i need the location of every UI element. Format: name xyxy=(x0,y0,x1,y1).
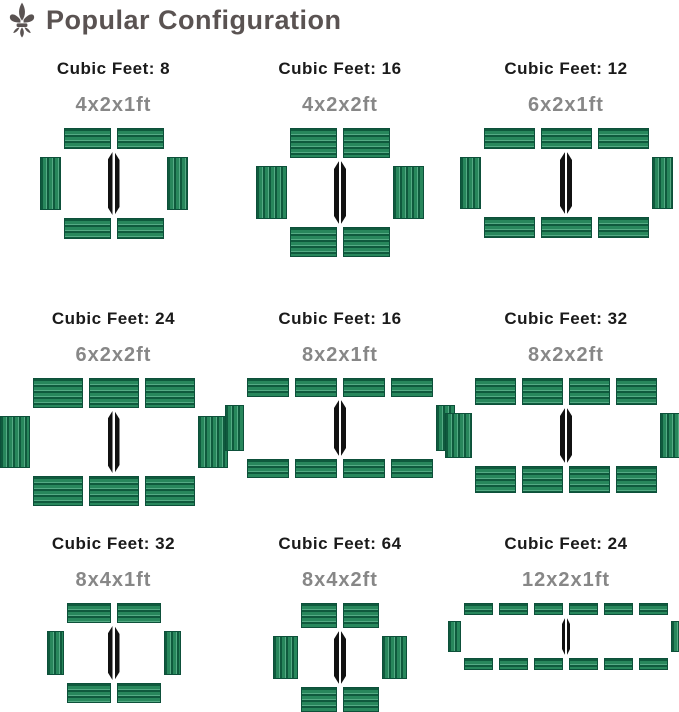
striped-panel xyxy=(301,687,337,712)
striped-panel xyxy=(569,378,610,405)
frame-bar-left xyxy=(567,618,570,655)
striped-panel xyxy=(522,466,563,493)
config-tile xyxy=(0,45,227,295)
striped-panel xyxy=(64,128,111,149)
striped-panel xyxy=(391,378,433,397)
diagram-center xyxy=(290,128,390,257)
side-panel-left xyxy=(0,416,30,468)
dimension-label: 8x2x2ft xyxy=(528,344,604,366)
config-tile xyxy=(227,520,453,685)
frame-bar-left xyxy=(115,411,120,473)
striped-panel xyxy=(475,466,516,493)
frame-bar-right xyxy=(108,152,113,215)
top-panel-row xyxy=(67,603,161,623)
diagram-center xyxy=(475,378,657,493)
side-panel-left xyxy=(225,405,244,451)
striped-panel xyxy=(604,658,633,670)
striped-panel xyxy=(301,603,337,628)
configuration-grid xyxy=(0,45,679,685)
striped-panel xyxy=(343,378,385,397)
striped-panel xyxy=(616,378,657,405)
frame-bar-left xyxy=(341,631,346,684)
frame-bar-right xyxy=(560,408,565,463)
striped-panel xyxy=(89,476,139,506)
fleur-de-lis-icon xyxy=(6,2,38,38)
cubic-feet-label: Cubic Feet: 8 xyxy=(56,59,171,78)
striped-panel xyxy=(67,603,111,623)
page-header xyxy=(6,2,341,38)
striped-panel xyxy=(569,466,610,493)
dimension-label: 6x2x2ft xyxy=(75,344,152,366)
top-panel-row xyxy=(475,378,657,405)
striped-panel xyxy=(522,378,563,405)
frame-bar-left xyxy=(567,408,572,463)
side-panel-left xyxy=(445,413,472,458)
side-panel-right xyxy=(671,621,679,652)
striped-panel xyxy=(89,378,139,408)
bottom-panel-row xyxy=(484,217,649,238)
striped-panel xyxy=(541,217,592,238)
side-panel-right xyxy=(393,166,424,219)
diagram-center xyxy=(33,378,195,506)
diagram-center xyxy=(64,128,164,239)
bottom-panel-row xyxy=(64,218,164,239)
striped-panel xyxy=(290,227,337,257)
dimension-label: 8x4x2ft xyxy=(302,569,378,591)
frame-bar-left xyxy=(341,400,346,456)
cubic-feet-label: Cubic Feet: 12 xyxy=(504,59,628,78)
cubic-feet-label: Cubic Feet: 32 xyxy=(51,534,176,553)
striped-panel xyxy=(343,603,379,628)
side-panel-right xyxy=(198,416,228,468)
striped-panel xyxy=(534,658,563,670)
diagram-center xyxy=(247,378,433,478)
garden-bed-diagram xyxy=(273,603,407,712)
top-panel-row xyxy=(247,378,433,397)
side-panel-right xyxy=(652,157,673,209)
side-panel-left xyxy=(448,621,461,652)
frame-bar-left xyxy=(567,152,572,214)
frame-bar-right xyxy=(562,618,565,655)
frame-bar-right xyxy=(334,400,339,456)
striped-panel xyxy=(464,603,493,615)
striped-panel xyxy=(639,603,668,615)
diagram-center xyxy=(301,603,379,712)
diagram-center xyxy=(67,603,161,703)
striped-panel xyxy=(343,459,385,478)
garden-bed-diagram xyxy=(256,128,424,257)
frame-bar-right xyxy=(334,631,339,684)
striped-panel xyxy=(343,128,390,158)
dimension-label: 8x4x1ft xyxy=(75,569,152,591)
diagram-center xyxy=(464,603,668,670)
striped-panel xyxy=(598,217,649,238)
side-panel-left xyxy=(273,636,298,679)
side-panel-left xyxy=(40,157,61,210)
top-panel-row xyxy=(64,128,164,149)
frame-bar-right xyxy=(334,161,339,224)
side-panel-left xyxy=(256,166,287,219)
striped-panel xyxy=(117,128,164,149)
bottom-panel-row xyxy=(475,466,657,493)
dimension-label: 8x2x1ft xyxy=(302,344,378,366)
striped-panel xyxy=(391,459,433,478)
top-panel-row xyxy=(484,128,649,149)
cubic-feet-label: Cubic Feet: 16 xyxy=(278,59,402,78)
dimension-label: 4x2x2ft xyxy=(302,94,378,116)
side-panel-left xyxy=(460,157,481,209)
config-tile xyxy=(453,295,679,520)
striped-panel xyxy=(247,459,289,478)
garden-bed-diagram xyxy=(460,128,673,238)
striped-panel xyxy=(484,217,535,238)
striped-panel xyxy=(343,687,379,712)
diagram-center xyxy=(484,128,649,238)
frame-bar-right xyxy=(560,152,565,214)
striped-panel xyxy=(569,658,598,670)
striped-panel xyxy=(295,459,337,478)
config-tile xyxy=(227,295,453,520)
striped-panel xyxy=(534,603,563,615)
bottom-panel-row xyxy=(290,227,390,257)
striped-panel xyxy=(64,218,111,239)
garden-bed-diagram xyxy=(445,378,679,493)
striped-panel xyxy=(145,476,195,506)
striped-panel xyxy=(499,658,528,670)
striped-panel xyxy=(145,378,195,408)
garden-bed-diagram xyxy=(47,603,181,703)
striped-panel xyxy=(33,378,83,408)
dimension-label: 4x2x1ft xyxy=(75,94,152,116)
cubic-feet-label: Cubic Feet: 16 xyxy=(278,309,402,328)
garden-bed-diagram xyxy=(225,378,455,478)
config-tile xyxy=(453,45,679,295)
top-panel-row xyxy=(301,603,379,628)
cubic-feet-label: Cubic Feet: 24 xyxy=(51,309,176,328)
bottom-panel-row xyxy=(464,658,668,670)
striped-panel xyxy=(464,658,493,670)
bottom-panel-row xyxy=(301,687,379,712)
bottom-panel-row xyxy=(33,476,195,506)
striped-panel xyxy=(117,603,161,623)
dimension-label: 12x2x1ft xyxy=(521,569,611,591)
garden-bed-diagram xyxy=(448,603,679,670)
cubic-feet-label: Cubic Feet: 64 xyxy=(278,534,402,553)
side-panel-right xyxy=(164,631,181,675)
striped-panel xyxy=(475,378,516,405)
top-panel-row xyxy=(290,128,390,158)
striped-panel xyxy=(541,128,592,149)
striped-panel xyxy=(117,218,164,239)
striped-panel xyxy=(616,466,657,493)
striped-panel xyxy=(499,603,528,615)
cubic-feet-label: Cubic Feet: 32 xyxy=(504,309,628,328)
frame-bar-left xyxy=(341,161,346,224)
side-panel-right xyxy=(660,413,679,458)
top-panel-row xyxy=(464,603,668,615)
side-panel-right xyxy=(382,636,407,679)
config-tile xyxy=(453,520,679,685)
side-panel-left xyxy=(47,631,64,675)
dimension-label: 6x2x1ft xyxy=(528,94,604,116)
striped-panel xyxy=(484,128,535,149)
config-tile xyxy=(227,45,453,295)
top-panel-row xyxy=(33,378,195,408)
frame-bar-left xyxy=(115,626,120,680)
striped-panel xyxy=(117,683,161,703)
garden-bed-diagram xyxy=(40,128,188,239)
striped-panel xyxy=(639,658,668,670)
striped-panel xyxy=(247,378,289,397)
striped-panel xyxy=(343,227,390,257)
frame-bar-left xyxy=(115,152,120,215)
striped-panel xyxy=(598,128,649,149)
striped-panel xyxy=(290,128,337,158)
page-title: Popular Configuration xyxy=(46,4,342,35)
config-tile xyxy=(0,295,227,520)
bottom-panel-row xyxy=(247,459,433,478)
cubic-feet-label: Cubic Feet: 24 xyxy=(504,534,628,553)
frame-bar-right xyxy=(108,411,113,473)
frame-bar-right xyxy=(108,626,113,680)
striped-panel xyxy=(604,603,633,615)
garden-bed-diagram xyxy=(0,378,228,506)
striped-panel xyxy=(33,476,83,506)
config-tile xyxy=(0,520,227,685)
striped-panel xyxy=(569,603,598,615)
bottom-panel-row xyxy=(67,683,161,703)
striped-panel xyxy=(67,683,111,703)
side-panel-right xyxy=(167,157,188,210)
striped-panel xyxy=(295,378,337,397)
